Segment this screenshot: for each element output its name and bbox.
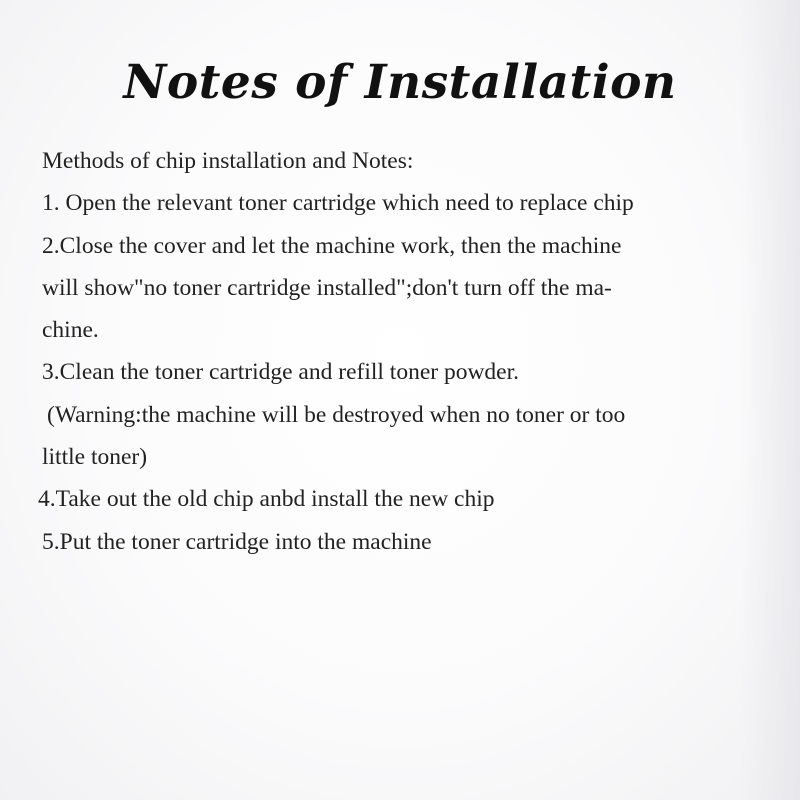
step-5-line: 5.Put the toner cartridge into the machine	[42, 528, 432, 555]
step-2-continuation-line: chine.	[42, 317, 99, 344]
step-3-line: 3.Clean the toner cartridge and refill toner powder.	[42, 359, 519, 386]
notes-intro-line: Methods of chip installation and Notes:	[42, 148, 414, 174]
warning-continuation-line: little toner)	[42, 444, 148, 471]
installation-notes-list	[38, 140, 782, 563]
step-4-line: 4.Take out the old chip anbd install the new chip	[38, 486, 495, 513]
warning-line: (Warning:the machine will be destroyed when no toner or too	[47, 401, 626, 428]
step-2-line: 2.Close the cover and let the machine work, then the machine	[42, 232, 622, 259]
step-1-line: 1. Open the relevant toner cartridge which need to replace chip	[42, 190, 634, 217]
step-2-continuation-line: will show"no toner cartridge installed";don't turn off the ma-	[42, 274, 612, 301]
page-title: Notes of Installation	[123, 55, 677, 110]
